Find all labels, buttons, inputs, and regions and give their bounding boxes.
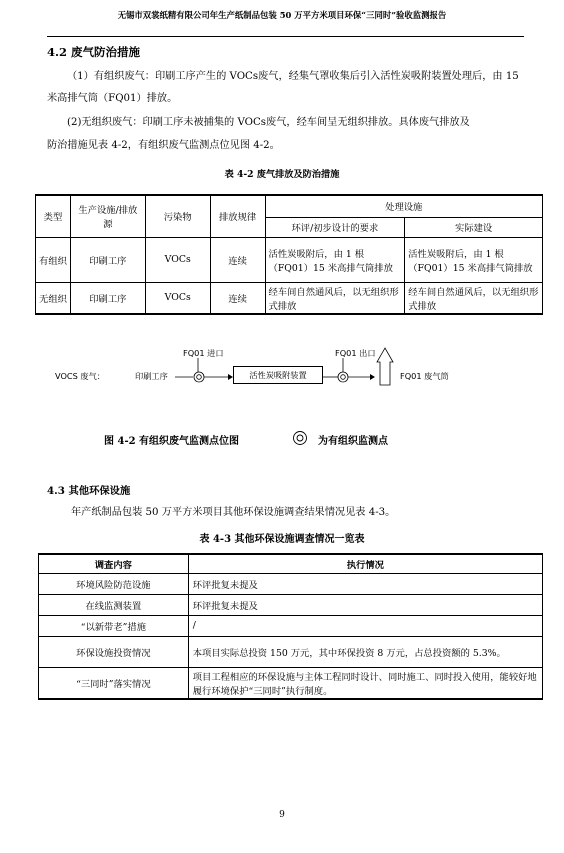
header-type: 类型: [36, 195, 71, 237]
cell-pollutant: VOCs: [145, 237, 210, 282]
cell-actual: 经车间自然通风后，以无组织形式排放: [405, 282, 543, 314]
table-row: [36, 282, 543, 314]
source-label: VOCS 废气：: [55, 371, 105, 381]
arrow-to-stack-icon: [370, 374, 375, 380]
cell-eia: 活性炭吸附后，由 1 根（FQ01）15 米高排气筒排放: [265, 237, 405, 282]
header-treatment: 处理设施: [265, 195, 542, 217]
section-4-3-para: 年产纸制品包装 50 万平方米项目其他环保设施调查结果情况见表 4-3。: [71, 507, 396, 518]
section-4-2-heading: 4.2 废气防治措施: [47, 45, 141, 59]
table-4-2-caption: 表 4-2 废气排放及防治措施: [224, 169, 340, 180]
section-4-2-para1-line2: 米高排气筒（FQ01）排放。: [47, 93, 178, 104]
cell-status: 项目工程相应的环保设施与主体工程同时设计、同时施工、同时投入使用，能较好地履行环境保护“三同时”执行制度。: [188, 667, 542, 699]
section-4-2-para2-line2: 防治措施见表 4-2，有组织废气监测点位见图 4-2。: [47, 140, 280, 151]
cell-actual: 活性炭吸附后，由 1 根（FQ01）15 米高排气筒排放: [405, 237, 543, 282]
header-pollutant: 污染物: [145, 195, 210, 237]
header-divider: [47, 36, 524, 37]
cell-type: 有组织: [36, 237, 71, 282]
cell-pollutant: VOCs: [145, 282, 210, 314]
cell-item: 环保设施投资情况: [39, 636, 189, 667]
table-row: [39, 615, 543, 636]
header-item: 调查内容: [39, 554, 189, 573]
cell-type: 无组织: [36, 282, 71, 314]
legend-text: 为有组织监测点: [318, 436, 388, 447]
table-row: [39, 594, 543, 615]
report-header: 无锡市双裳纸精有限公司年生产纸制品包装 50 万平方米项目环保“三同时”验收监测报告: [117, 10, 447, 20]
arrow-to-device-icon: [228, 374, 233, 380]
cell-item: “三同时”落实情况: [39, 667, 189, 699]
cell-facility: 印刷工序: [70, 237, 145, 282]
activated-carbon-device: 活性炭吸附装置: [233, 366, 323, 384]
outlet-monitor-point-icon: [338, 372, 348, 382]
table-row: [39, 573, 543, 594]
table-row: [39, 667, 543, 699]
header-pattern: 排放规律: [210, 195, 265, 237]
flow-diagram: [0, 340, 564, 400]
inlet-monitor-point-icon: [194, 372, 204, 382]
table-row: [36, 237, 543, 282]
cell-status: /: [188, 615, 542, 636]
table-4-2: [35, 194, 543, 315]
table-4-3: [38, 553, 543, 700]
cell-item: 在线监测装置: [39, 594, 189, 615]
inlet-label: FQ01 进口: [183, 348, 224, 358]
cell-status: 环评批复未提及: [188, 594, 542, 615]
page-number: 9: [279, 810, 285, 820]
header-eia: 环评/初步设计的要求: [265, 217, 405, 237]
header-actual: 实际建设: [405, 217, 543, 237]
table-row: [39, 636, 543, 667]
figure-4-2-caption: 图 4-2 有组织废气监测点位图: [104, 436, 240, 447]
header-facility: 生产设施/排放源: [70, 195, 145, 237]
header-status: 执行情况: [188, 554, 542, 573]
cell-item: “以新带老”措施: [39, 615, 189, 636]
cell-facility: 印刷工序: [70, 282, 145, 314]
outlet-label: FQ01 出口: [335, 348, 376, 358]
section-4-3-heading: 4.3 其他环保设施: [47, 485, 131, 497]
section-4-2-para1-line1: （1）有组织废气：印刷工序产生的 VOCs废气，经集气罩收集后引入活性炭吸附装置处理后，由 15: [67, 71, 519, 82]
cell-pattern: 连续: [210, 237, 265, 282]
cell-item: 环境风险防范设施: [39, 573, 189, 594]
exhaust-stack-icon: [377, 348, 393, 385]
cell-status: 本项目实际总投资 150 万元，其中环保投资 8 万元，占总投资额的 5.3%。: [188, 636, 542, 667]
process-label: 印刷工序: [135, 371, 168, 381]
stack-label: FQ01 废气筒: [400, 371, 449, 381]
section-4-2-para2-line1: (2)无组织废气：印刷工序未被捕集的 VOCs废气，经车间呈无组织排放。具体废气排放及: [67, 117, 470, 128]
table-4-3-caption: 表 4-3 其他环保设施调查情况一览表: [199, 534, 365, 545]
monitor-point-legend-icon: [292, 430, 308, 446]
cell-status: 环评批复未提及: [188, 573, 542, 594]
cell-eia: 经车间自然通风后，以无组织形式排放: [265, 282, 405, 314]
cell-pattern: 连续: [210, 282, 265, 314]
